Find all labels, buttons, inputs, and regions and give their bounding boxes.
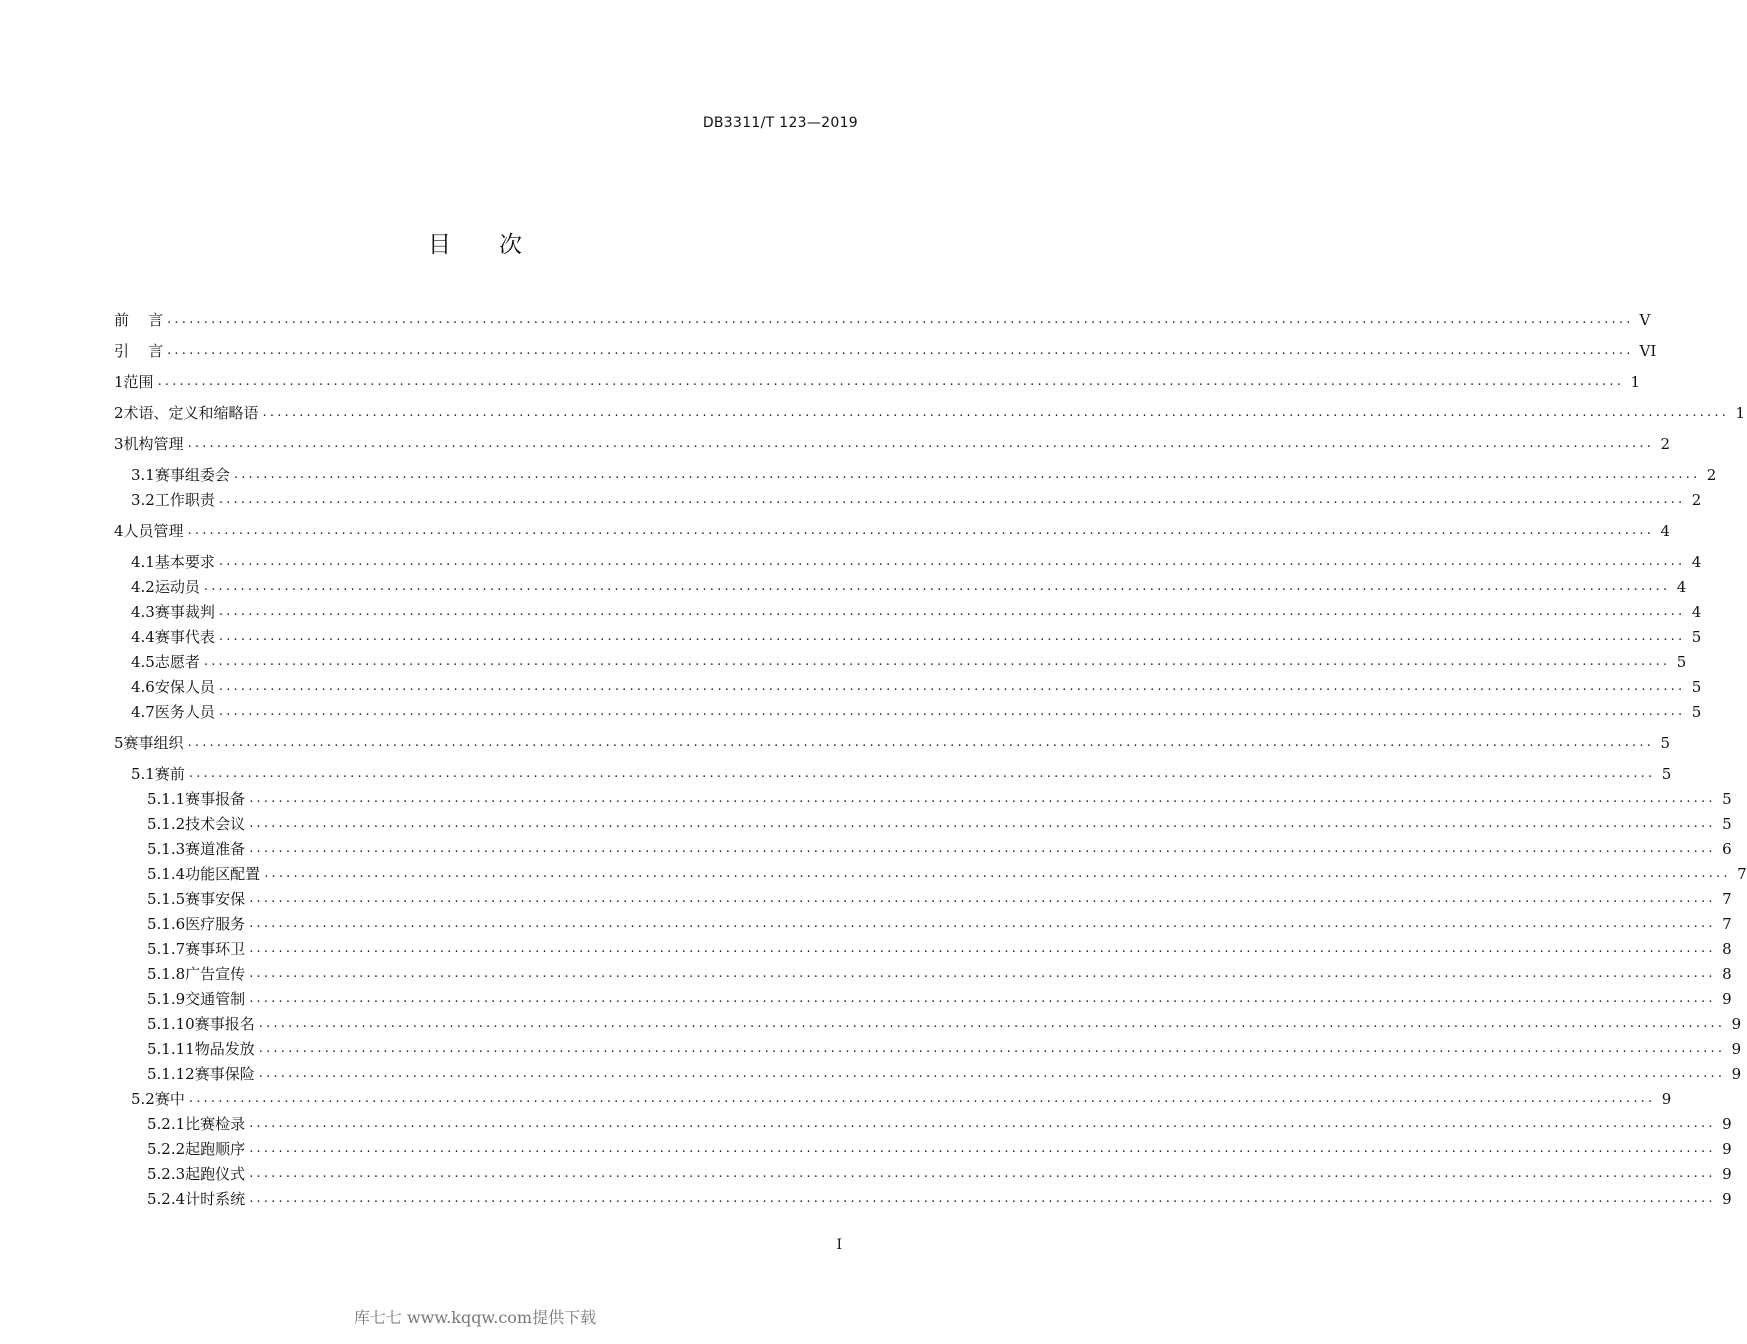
toc-entry-label: 广告宣传 [185, 965, 246, 983]
toc-entry[interactable] [114, 1185, 1732, 1210]
toc-entry[interactable] [114, 885, 1732, 910]
toc-entry-page: 7 [1722, 890, 1732, 908]
toc-leader-dots: ........................................................................................................................................................................................................ [249, 941, 1716, 956]
toc-entry-page: 5 [1722, 815, 1732, 833]
toc-entry[interactable] [114, 337, 1657, 362]
toc-entry-label: 志愿者 [154, 653, 200, 671]
toc-entry-label: 起跑顺序 [185, 1140, 246, 1158]
toc-entry[interactable] [114, 648, 1687, 673]
toc-entry-page: 5 [1661, 765, 1672, 783]
toc-entry-label: 赛道准备 [185, 840, 246, 858]
toc-entry-label: 基本要求 [154, 553, 215, 571]
page-number: I [836, 1237, 842, 1253]
toc-entry-label: 赛中 [154, 1090, 185, 1108]
toc-leader-dots: ........................................................................................................................................................................................................ [218, 629, 1686, 644]
toc-leader-dots: ........................................................................................................................................................................................................ [188, 1091, 1656, 1106]
toc-entry-number: 4.7 [131, 703, 155, 721]
toc-leader-dots: ........................................................................................................................................................................................................ [249, 1166, 1716, 1181]
toc-entry[interactable] [114, 729, 1671, 754]
toc-entry-label: 物品发放 [194, 1040, 255, 1058]
toc-entry-label: 赛事环卫 [185, 940, 246, 958]
toc-entry-label: 范围 [123, 373, 154, 391]
toc-entry-page: 2 [1691, 491, 1702, 509]
toc-entry-label: 技术会议 [185, 815, 246, 833]
toc-entry-number: 5.2 [131, 1090, 155, 1108]
toc-entry-number: 3.1 [131, 466, 155, 484]
toc-entry-page: 9 [1731, 1040, 1742, 1058]
toc-leader-dots: ........................................................................................................................................................................................................ [233, 467, 1701, 482]
toc-entry-label: 工作职责 [154, 491, 215, 509]
toc-entry-number: 4 [114, 522, 124, 540]
toc-entry-page: 4 [1691, 603, 1702, 621]
toc-entry-label: 运动员 [154, 578, 200, 596]
toc-leader-dots: ........................................................................................................................................................................................................ [249, 841, 1716, 856]
toc-entry-label: 赛前 [154, 765, 185, 783]
toc-entry-number: 5.1.11 [147, 1040, 195, 1058]
toc-entry-page: 9 [1722, 1190, 1732, 1208]
toc-entry-number: 5.1.6 [147, 915, 186, 933]
toc-leader-dots: ........................................................................................................................................................................................................ [258, 1066, 1726, 1081]
toc-leader-dots: ........................................................................................................................................................................................................ [258, 1016, 1726, 1031]
toc-leader-dots: ........................................................................................................................................................................................................ [167, 343, 1634, 358]
toc-entry[interactable] [114, 1135, 1732, 1160]
toc-entry[interactable] [114, 910, 1732, 935]
toc-leader-dots: ........................................................................................................................................................................................................ [262, 405, 1730, 420]
standard-code: DB3311/T 123—2019 [702, 115, 858, 131]
toc-entry-label: 人员管理 [123, 522, 184, 540]
toc-entry[interactable] [114, 1060, 1742, 1085]
toc-leader-dots: ........................................................................................................................................................................................................ [258, 1041, 1726, 1056]
toc-entry-label: 医务人员 [154, 703, 215, 721]
toc-entry-label: 赛事组委会 [154, 466, 230, 484]
toc-entry-label: 赛事代表 [154, 628, 215, 646]
toc-entry-label: 医疗服务 [185, 915, 246, 933]
toc-leader-dots: ........................................................................................................................................................................................................ [249, 966, 1716, 981]
toc-entry-label: 赛事报备 [185, 790, 246, 808]
toc-leader-dots: ........................................................................................................................................................................................................ [249, 1191, 1716, 1206]
title-char-1: 目 [428, 232, 451, 258]
table-of-contents [114, 306, 1747, 1210]
toc-entry[interactable] [114, 810, 1732, 835]
toc-entry-number: 3 [114, 435, 124, 453]
toc-entry[interactable] [114, 835, 1732, 860]
toc-entry-number: 3.2 [131, 491, 155, 509]
toc-entry-label: 前 言 [114, 311, 164, 329]
toc-leader-dots: ........................................................................................................................................................................................................ [249, 891, 1716, 906]
toc-leader-dots: ........................................................................................................................................................................................................ [187, 436, 1655, 451]
toc-entry-number: 4.6 [131, 678, 155, 696]
toc-leader-dots: ........................................................................................................................................................................................................ [187, 735, 1655, 750]
toc-entry[interactable] [114, 306, 1651, 331]
toc-entry-number: 5.2.4 [147, 1190, 186, 1208]
toc-entry-number: 4.3 [131, 603, 155, 621]
toc-entry-number: 5.1.2 [147, 815, 186, 833]
toc-entry-page: V [1639, 311, 1651, 329]
toc-entry-page: 4 [1660, 522, 1671, 540]
toc-entry-page: 9 [1722, 1165, 1732, 1183]
toc-entry[interactable] [114, 573, 1687, 598]
toc-entry-page: 9 [1722, 1115, 1732, 1133]
toc-entry-label: 安保人员 [154, 678, 215, 696]
toc-entry-page: 5 [1691, 678, 1702, 696]
toc-entry-page: 9 [1722, 990, 1732, 1008]
toc-entry-number: 5.2.2 [147, 1140, 186, 1158]
toc-entry-page: 1 [1630, 373, 1641, 391]
toc-entry-number: 5.1.12 [147, 1065, 195, 1083]
toc-leader-dots: ........................................................................................................................................................................................................ [203, 654, 1671, 669]
toc-leader-dots: ........................................................................................................................................................................................................ [218, 679, 1686, 694]
toc-entry-label: 赛事组织 [123, 734, 184, 752]
toc-entry[interactable] [114, 935, 1732, 960]
toc-entry-page: 7 [1722, 915, 1732, 933]
toc-entry[interactable] [114, 1110, 1732, 1135]
toc-entry-label: 起跑仪式 [185, 1165, 246, 1183]
toc-leader-dots: ........................................................................................................................................................................................................ [187, 523, 1655, 538]
toc-entry[interactable] [114, 430, 1671, 455]
toc-leader-dots: ........................................................................................................................................................................................................ [249, 791, 1716, 806]
toc-entry[interactable] [114, 623, 1702, 648]
toc-entry-label: 赛事保险 [194, 1065, 255, 1083]
toc-entry-label: 机构管理 [123, 435, 184, 453]
toc-entry-label: 术语、定义和缩略语 [123, 404, 259, 422]
toc-entry[interactable] [114, 598, 1702, 623]
toc-entry-page: 7 [1737, 865, 1747, 883]
toc-entry-page: 5 [1722, 790, 1732, 808]
toc-leader-dots: ........................................................................................................................................................................................................ [264, 866, 1731, 881]
toc-entry[interactable] [114, 1010, 1742, 1035]
toc-leader-dots: ........................................................................................................................................................................................................ [203, 579, 1671, 594]
toc-entry[interactable] [114, 548, 1702, 573]
toc-entry[interactable] [114, 1035, 1742, 1060]
toc-entry[interactable] [114, 368, 1641, 393]
toc-leader-dots: ........................................................................................................................................................................................................ [249, 1116, 1716, 1131]
toc-entry-number: 5.2.1 [147, 1115, 186, 1133]
toc-entry[interactable] [114, 517, 1671, 542]
toc-entry-label: 比赛检录 [185, 1115, 246, 1133]
toc-entry[interactable] [114, 785, 1732, 810]
toc-leader-dots: ........................................................................................................................................................................................................ [218, 704, 1686, 719]
toc-entry[interactable] [114, 399, 1746, 424]
toc-entry-label: 赛事报名 [194, 1015, 255, 1033]
toc-entry-page: 5 [1691, 628, 1702, 646]
toc-entry-label: 功能区配置 [185, 865, 261, 883]
toc-entry[interactable] [114, 461, 1717, 486]
toc-leader-dots: ........................................................................................................................................................................................................ [157, 374, 1625, 389]
toc-entry-page: 1 [1735, 404, 1746, 422]
toc-entry-page: 8 [1722, 965, 1732, 983]
toc-entry-page: 9 [1731, 1065, 1742, 1083]
toc-entry[interactable] [114, 1085, 1672, 1110]
toc-entry-label: 交通管制 [185, 990, 246, 1008]
toc-entry-number: 4.2 [131, 578, 155, 596]
toc-entry-number: 5.1.8 [147, 965, 186, 983]
toc-entry-number: 5.1.1 [147, 790, 186, 808]
toc-entry-page: 9 [1731, 1015, 1742, 1033]
toc-entry[interactable] [114, 486, 1702, 511]
toc-entry-number: 5.1.4 [147, 865, 186, 883]
toc-entry-number: 4.5 [131, 653, 155, 671]
toc-entry[interactable] [114, 860, 1747, 885]
toc-leader-dots: ........................................................................................................................................................................................................ [188, 766, 1656, 781]
toc-entry-number: 4.1 [131, 553, 155, 571]
watermark: 库七七 www.kqqw.com提供下载 [353, 1308, 597, 1327]
toc-entry-number: 5 [114, 734, 124, 752]
toc-entry-page: 9 [1722, 1140, 1732, 1158]
toc-leader-dots: ........................................................................................................................................................................................................ [249, 991, 1716, 1006]
toc-leader-dots: ........................................................................................................................................................................................................ [249, 1141, 1716, 1156]
toc-entry-page: 4 [1676, 578, 1687, 596]
toc-entry-number: 5.1.3 [147, 840, 186, 858]
toc-leader-dots: ........................................................................................................................................................................................................ [218, 604, 1686, 619]
toc-leader-dots: ........................................................................................................................................................................................................ [218, 554, 1686, 569]
toc-entry-label: 赛事裁判 [154, 603, 215, 621]
toc-entry-number: 5.1.9 [147, 990, 186, 1008]
toc-entry[interactable] [114, 760, 1672, 785]
toc-entry-page: 2 [1660, 435, 1671, 453]
toc-leader-dots: ........................................................................................................................................................................................................ [167, 312, 1634, 327]
toc-entry-number: 5.2.3 [147, 1165, 186, 1183]
toc-entry[interactable] [114, 960, 1732, 985]
toc-entry-page: 8 [1722, 940, 1732, 958]
toc-entry-page: 5 [1676, 653, 1687, 671]
toc-entry-page: 4 [1691, 553, 1702, 571]
toc-leader-dots: ........................................................................................................................................................................................................ [249, 816, 1716, 831]
toc-entry[interactable] [114, 1160, 1732, 1185]
toc-entry-number: 5.1.7 [147, 940, 186, 958]
toc-entry-label: 计时系统 [185, 1190, 246, 1208]
toc-entry-number: 5.1.10 [147, 1015, 195, 1033]
toc-entry-label: 引 言 [114, 342, 164, 360]
toc-leader-dots: ........................................................................................................................................................................................................ [218, 492, 1686, 507]
toc-entry-label: 赛事安保 [185, 890, 246, 908]
toc-entry[interactable] [114, 673, 1702, 698]
toc-leader-dots: ........................................................................................................................................................................................................ [249, 916, 1716, 931]
title-char-2: 次 [499, 232, 522, 258]
toc-entry[interactable] [114, 698, 1702, 723]
toc-entry-page: VI [1639, 342, 1657, 360]
toc-entry-page: 5 [1691, 703, 1702, 721]
toc-entry-page: 9 [1661, 1090, 1672, 1108]
toc-entry-number: 5.1.5 [147, 890, 186, 908]
page-title [0, 226, 950, 259]
toc-entry-number: 5.1 [131, 765, 155, 783]
toc-entry[interactable] [114, 985, 1732, 1010]
toc-entry-number: 4.4 [131, 628, 155, 646]
toc-entry-number: 1 [114, 373, 124, 391]
toc-entry-page: 6 [1722, 840, 1732, 858]
toc-entry-page: 5 [1660, 734, 1671, 752]
toc-entry-number: 2 [114, 404, 124, 422]
toc-entry-page: 2 [1706, 466, 1717, 484]
